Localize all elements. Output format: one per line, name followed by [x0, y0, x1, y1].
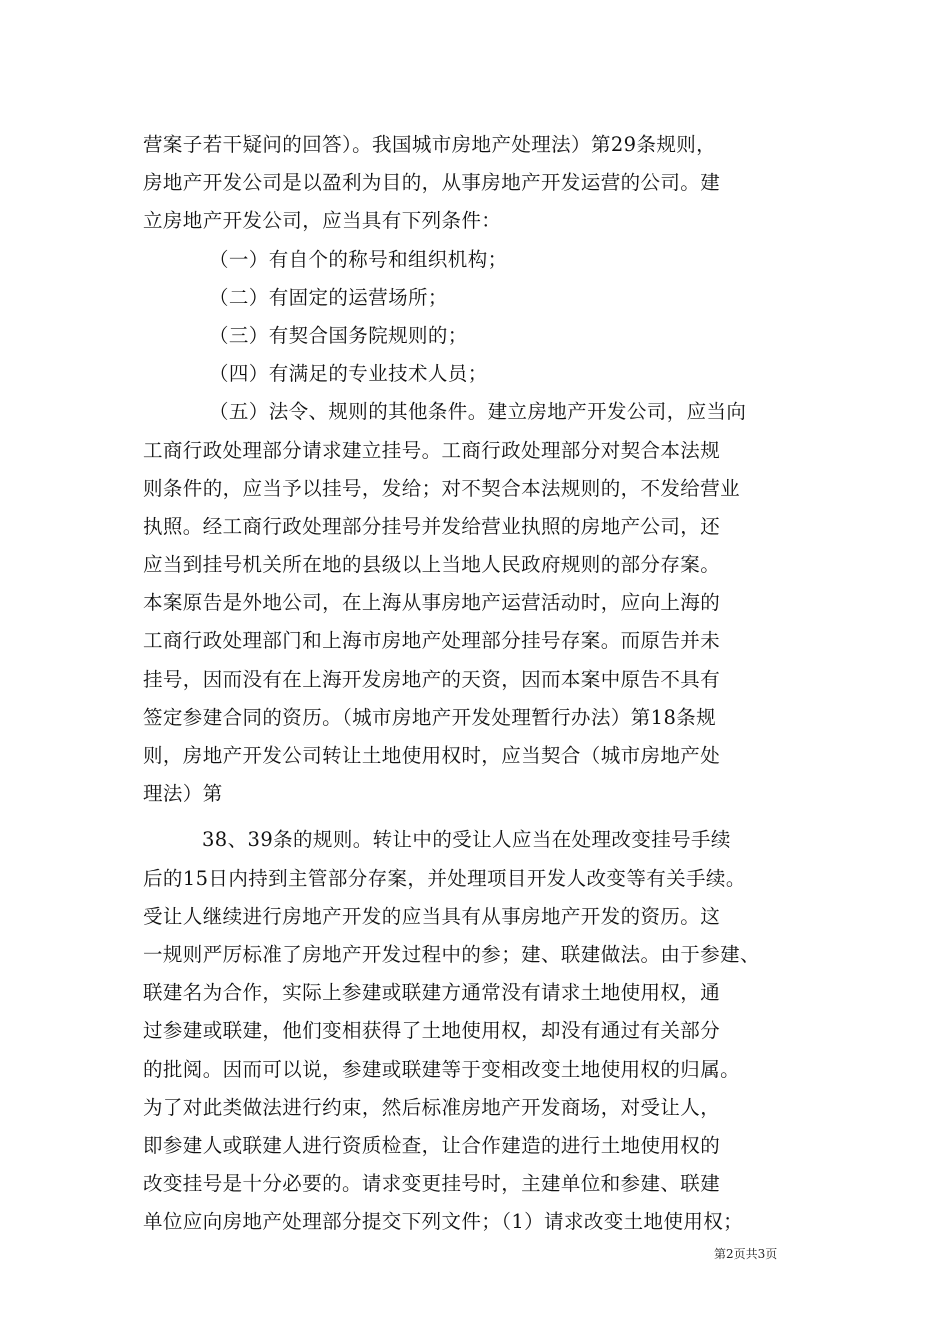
text-line: 房地产开发公司是以盈利为目的，从事房地产开发运营的公司。建: [143, 171, 721, 195]
text-line: 营案子若干疑问的回答）。我国城市房地产处理法）第29条规则，: [143, 133, 717, 156]
text-line: 挂号，因而没有在上海开发房地产的天资，因而本案中原告不具有: [143, 667, 721, 691]
text-line: 本案原告是外地公司，在上海从事房地产运营活动时，应向上海的: [143, 591, 721, 615]
text-line: 即参建人或联建人进行资质检查，让合作建造的进行土地使用权的: [143, 1133, 721, 1157]
text-line: 则，房地产开发公司转让土地使用权时，应当契合（城市房地产处: [143, 744, 721, 767]
paragraph-start: 38、39条的规则。转让中的受让人应当在处理改变挂号手续: [202, 828, 731, 852]
text-line: 联建名为合作，实际上参建或联建方通常没有请求土地使用权，通: [143, 981, 721, 1005]
list-item-1: （一）有自个的称号和组织机构；: [209, 247, 508, 271]
page-number: 第2页共3页: [714, 1247, 778, 1261]
text-line: 受让人继续进行房地产开发的应当具有从事房地产开发的资历。这: [143, 904, 721, 928]
text-line: 则条件的，应当予以挂号，发给；对不契合本法规则的，不发给营业: [143, 476, 741, 500]
text-line: 后的15日内持到主管部分存案，并处理项目开发人改变等有关手续。: [143, 866, 746, 890]
text-line: 签定参建合同的资历。（城市房地产开发处理暂行办法）第18条规: [143, 705, 717, 729]
text-line: 一规则严厉标准了房地产开发过程中的参；建、联建做法。由于参建、: [143, 942, 760, 966]
text-line: 立房地产开发公司，应当具有下列条件：: [143, 209, 502, 233]
list-item-2: （二）有固定的运营场所；: [209, 285, 448, 309]
list-item-5: （五）法令、规则的其他条件。建立房地产开发公司，应当向: [209, 400, 747, 424]
list-item-3: （三）有契合国务院规则的；: [209, 323, 468, 347]
body-text: [143, 126, 823, 1241]
list-item-4: （四）有满足的专业技术人员；: [209, 362, 488, 386]
text-line: 工商行政处理部分请求建立挂号。工商行政处理部分对契合本法规: [143, 438, 721, 462]
text-line: 改变挂号是十分必要的。请求变更挂号时，主建单位和参建、联建: [143, 1172, 721, 1196]
text-line: 过参建或联建，他们变相获得了土地使用权，却没有通过有关部分: [143, 1019, 721, 1043]
text-line: 工商行政处理部门和上海市房地产处理部分挂号存案。而原告并未: [143, 629, 721, 653]
text-line: 为了对此类做法进行约束，然后标准房地产开发商场，对受让人，: [143, 1095, 721, 1119]
text-line: 理法）第: [143, 782, 223, 806]
text-line: 单位应向房地产处理部分提交下列文件；（1）请求改变土地使用权；: [143, 1210, 744, 1234]
paragraph-gap: [143, 813, 823, 821]
text-line: 应当到挂号机关所在地的县级以上当地人民政府规则的部分存案。: [143, 553, 721, 577]
text-line: 执照。经工商行政处理部分挂号并发给营业执照的房地产公司，还: [143, 514, 721, 538]
text-line: 的批阅。因而可以说，参建或联建等于变相改变土地使用权的归属。: [143, 1057, 741, 1081]
